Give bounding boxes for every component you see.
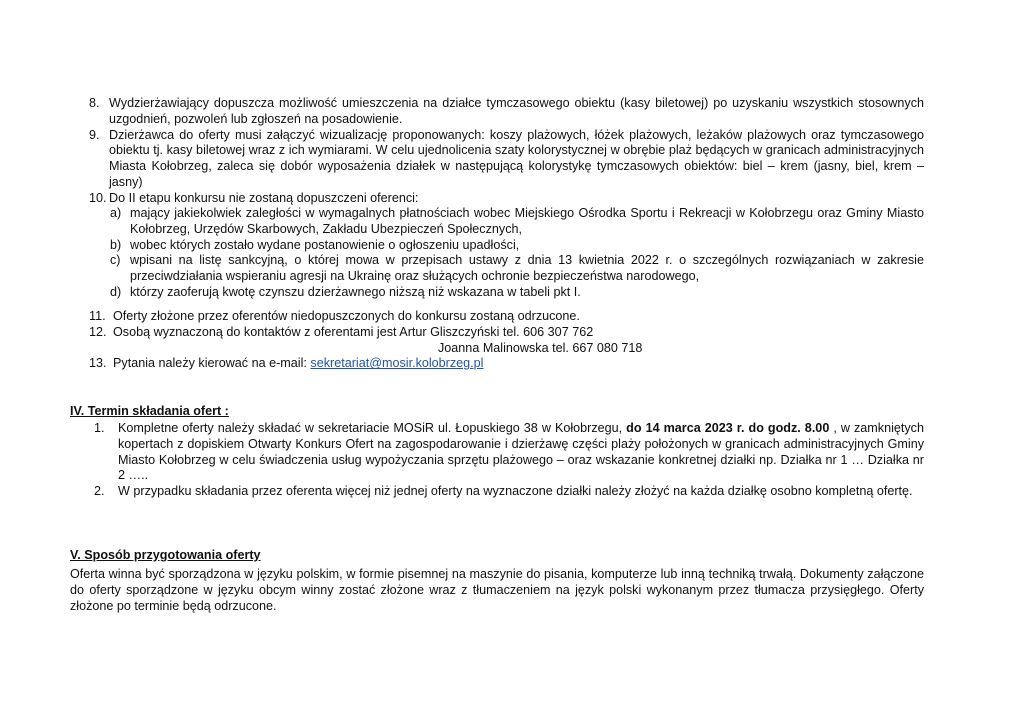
list-item-9: [0, 128, 924, 191]
list-item-11: [0, 309, 924, 325]
item-text: [118, 421, 924, 484]
section-4-list: [0, 421, 1024, 500]
section-5-text: Oferta winna być sporządzona w języku polskim, w formie pisemnej na maszynie do pisania, komputerze lub inną techniką trwałą. Dokumenty załączone do oferty sporządzone w języku obcym winny zostać złożone wraz z tłumaczeniem na język polski wykonanym przez tłumacza przysięgłego. Oferty złożone po terminie będą odrzucone.: [70, 567, 924, 613]
contact-second: Joanna Malinowska tel. 667 080 718: [438, 340, 643, 355]
item-number: 1.: [94, 421, 105, 435]
sub-letter: c): [110, 253, 121, 268]
item-text: Do II etapu konkursu nie zostaną dopuszczeni oferenci:: [109, 190, 419, 205]
list-item-12: [0, 325, 924, 341]
sub-letter: a): [110, 206, 122, 220]
sublist-item-c: [0, 253, 924, 285]
item-text: Oferty złożone przez oferentów niedopuszczonych do konkursu zostaną odrzucone.: [113, 309, 580, 323]
sub-text: którzy zaoferują kwotę czynszu dzierżawnego niższą niż wskazana w tabeli pkt I.: [130, 284, 581, 299]
sub-letter: d): [110, 284, 122, 299]
item-text: W przypadku składania przez oferenta więcej niż jednej oferty na wyznaczone działki należy złożyć na każda działkę osobno kompletną ofertę.: [118, 484, 913, 499]
list-top: [0, 96, 1024, 207]
list-item-10: [0, 191, 924, 207]
item-number: 9.: [89, 127, 100, 142]
item-number: 11.: [89, 309, 106, 323]
sub-text: wpisani na listę sankcyjną, o której mowa w przepisach ustawy z dnia 13 kwietnia 2022 r. o szczególnych rozwiązaniach w zakresie przeciwdziałania wspieraniu agresji na Ukrainę oraz służących ochronie bezpieczeństwa narodowego,: [130, 253, 924, 284]
sub-text: mający jakiekolwiek zaległości w wymagalnych płatnościach wobec Miejskiego Ośrodka Sportu i Rekreacji w Kołobrzegu oraz Gminy Miasto Kołobrzeg, Urzędów Skarbowych, Zakładu Ubezpieczeń Społecznych,: [130, 206, 924, 236]
item-text: Wydzierżawiający dopuszcza możliwość umieszczenia na działce tymczasowego obiektu (kasy biletowej) po uzyskaniu wszystkich stosownych uzgodnień, pozwoleń lub zgłoszeń na posadowienie.: [109, 96, 924, 126]
item-number: 10.: [89, 190, 107, 205]
item-text: [113, 356, 483, 372]
item-number: 12.: [89, 324, 107, 339]
list-bottom: [0, 309, 1024, 372]
sub-letter: b): [110, 237, 122, 252]
sub-text: wobec których zostało wydane postanowienie o ogłoszeniu upadłości,: [130, 237, 520, 252]
sublist-item-d: [0, 285, 924, 301]
deadline: do 14 marca 2023 r. do godz. 8.00: [626, 421, 830, 435]
item-text-part-a: Kompletne oferty należy składać w sekretariacie MOSiR ul. Łopuskiego 38 w Kołobrzegu,: [118, 421, 627, 435]
item-text-part-b: , w zamkniętych kopertach z dopiskiem Otwarty Konkurs Ofert na zagospodarowanie i dzierżawę części plaży położonych w granicach administracyjnych Gminy Miasto Kołobrzeg w celu świadczenia usług wypożyczania sprzętu plażowego – oraz wskazanie konkretnej działki np. Działka nr 1 … Działka nr 2 …..: [118, 421, 924, 483]
section-4-item-2: [0, 484, 924, 500]
item-number: 13.: [89, 356, 107, 371]
section-4-item-1: [0, 421, 924, 484]
section-4-heading: IV. Termin składania ofert :: [70, 404, 229, 418]
sublist-item-a: [0, 206, 924, 238]
sublist-item-b: [0, 238, 924, 254]
list-item-13: [0, 356, 924, 372]
item-text: Osobą wyznaczoną do kontaktów z oferentami jest Artur Gliszczyński tel. 606 307 762: [113, 324, 594, 339]
section-5-body: [0, 567, 1024, 614]
section-5-heading: V. Sposób przygotowania oferty: [70, 548, 261, 562]
item-text: Dzierżawca do oferty musi załączyć wizualizację proponowanych: koszy plażowych, łóżek plażowych, leżaków plażowych oraz tymczasowego obiektu tj. kasy biletowej wraz z ich wymiarami. W celu ujednolicenia szaty kolorystycznej w obrębie plaż będących w granicach administracyjnych Miasta Kołobrzeg, zaleca się dobór wyposażenia działek w następującą kolorystykę tymczasowych obiektów: biel – krem (jasny, biel, krem – jasny): [109, 127, 924, 189]
list-item-8: [0, 96, 924, 128]
email-link[interactable]: sekretariat@mosir.kolobrzeg.pl: [310, 356, 484, 371]
email-prefix: Pytania należy kierować na e-mail:: [113, 356, 311, 371]
item-number: 2.: [94, 484, 105, 499]
sublist: [0, 206, 1024, 301]
item-number: 8.: [89, 96, 100, 110]
